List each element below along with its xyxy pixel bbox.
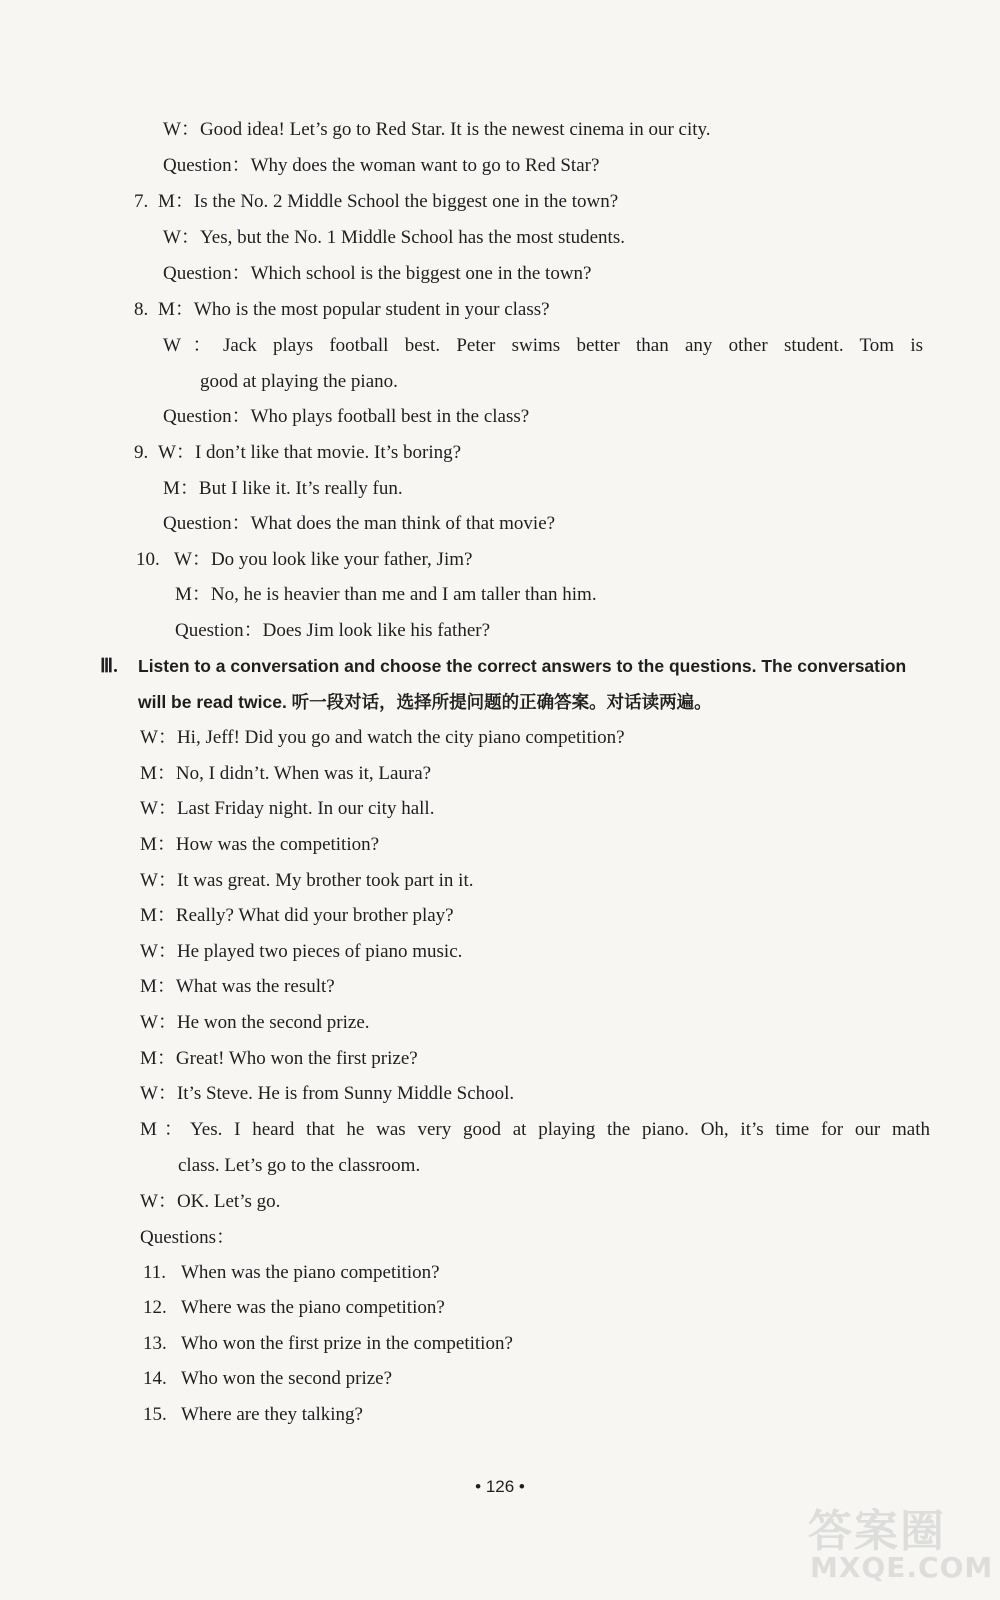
question-line: Question：Which school is the biggest one in the town? xyxy=(163,263,592,284)
item-number: 8. xyxy=(134,299,149,320)
dialogue-line: 7. M：Is the No. 2 Middle School the biggest one in the town? xyxy=(134,191,619,212)
watermark-logo xyxy=(808,1495,994,1595)
dialogue-line: W：He played two pieces of piano music. xyxy=(140,941,463,962)
section-heading: Ⅲ. Listen to a conversation and choose the correct answers to the questions. The conversation xyxy=(100,656,907,677)
item-number: 12. xyxy=(143,1297,167,1318)
dialogue-line: M：Really? What did your brother play? xyxy=(140,905,454,926)
dialogue-line: W：Jack plays football best. Peter swims better than any other student. Tom is xyxy=(163,335,923,356)
question-line: Question：Does Jim look like his father? xyxy=(175,620,491,641)
dialogue-line: M：But I like it. It’s really fun. xyxy=(163,478,403,499)
dialogue-line: W：It’s Steve. He is from Sunny Middle School. xyxy=(140,1083,515,1104)
dialogue-line: good at playing the piano. xyxy=(200,371,398,392)
dialogue-line: W：Good idea! Let’s go to Red Star. It is the newest cinema in our city. xyxy=(163,119,711,140)
section-instruction: will be read twice. 听一段对话，选择所提问题的正确答案。对话读两遍。 xyxy=(138,692,712,712)
dialogue-line: 9. W：I don’t like that movie. It’s boring? xyxy=(134,442,462,463)
item-number: 11. xyxy=(143,1262,167,1283)
item-number: 7. xyxy=(134,191,149,212)
item-number: 13. xyxy=(143,1333,167,1354)
question-item: 12. Where was the piano competition? xyxy=(143,1297,445,1318)
watermark-text: 答案圈 xyxy=(808,1506,946,1557)
question-item: 15. Where are they talking? xyxy=(143,1404,363,1425)
watermark-domain: MXQE.COM xyxy=(810,1551,994,1584)
dialogue-line: W：He won the second prize. xyxy=(140,1012,370,1033)
dialogue-line: class. Let’s go to the classroom. xyxy=(178,1155,421,1176)
dialogue-line: M：No, he is heavier than me and I am taller than him. xyxy=(175,584,597,605)
dialogue-line: W：Yes, but the No. 1 Middle School has the most students. xyxy=(163,227,625,248)
dialogue-line: W：Hi, Jeff! Did you go and watch the city piano competition? xyxy=(140,727,625,748)
dialogue-line: W：OK. Let’s go. xyxy=(140,1191,281,1212)
question-line: Question：Who plays football best in the class? xyxy=(163,406,530,427)
question-line: Question：What does the man think of that movie? xyxy=(163,513,556,534)
question-item: 11. When was the piano competition? xyxy=(143,1262,440,1283)
page-number: • 126 • xyxy=(475,1477,525,1496)
item-number: 9. xyxy=(134,442,149,463)
dialogue-line: M：Yes. I heard that he was very good at playing the piano. Oh, it’s time for our math xyxy=(140,1119,930,1140)
section-number: Ⅲ. xyxy=(100,656,118,677)
dialogue-line: M：Great! Who won the first prize? xyxy=(140,1048,418,1069)
dialogue-line: 10. W：Do you look like your father, Jim? xyxy=(136,549,473,570)
question-item: 14. Who won the second prize? xyxy=(143,1368,393,1389)
dialogue-line: W：Last Friday night. In our city hall. xyxy=(140,798,435,819)
question-line: Question：Why does the woman want to go to Red Star? xyxy=(163,155,600,176)
item-number: 15. xyxy=(143,1404,167,1425)
item-number: 10. xyxy=(136,549,160,570)
questions-label: Questions： xyxy=(140,1227,236,1248)
dialogue-line: 8. M：Who is the most popular student in your class? xyxy=(134,299,550,320)
dialogue-line: M：What was the result? xyxy=(140,976,335,997)
dialogue-line: W：It was great. My brother took part in it. xyxy=(140,870,474,891)
dialogue-line: M：No, I didn’t. When was it, Laura? xyxy=(140,763,432,784)
item-number: 14. xyxy=(143,1368,167,1389)
dialogue-line: M：How was the competition? xyxy=(140,834,380,855)
question-item: 13. Who won the first prize in the competition? xyxy=(143,1333,513,1354)
